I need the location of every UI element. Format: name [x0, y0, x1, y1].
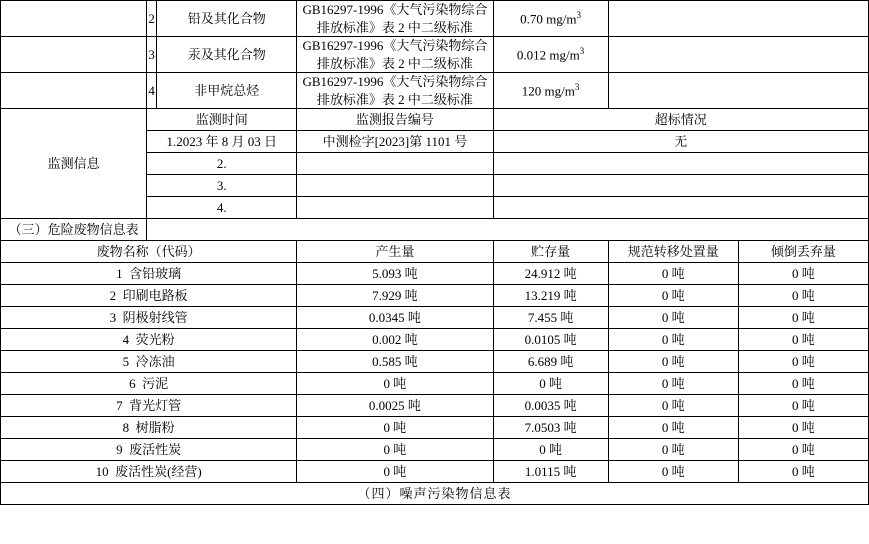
- table-row: [1, 307, 869, 329]
- pollutant-limit: [493, 73, 608, 109]
- hazard-waste-name: [1, 351, 297, 373]
- hazard-produced: 0.0345 吨: [297, 307, 493, 329]
- hazard-dumped: 0 吨: [738, 351, 868, 373]
- table-row: [1, 417, 869, 439]
- hazard-stored: 7.0503 吨: [493, 417, 608, 439]
- monitor-report-no: 中测检字[2023]第 1101 号: [297, 131, 493, 153]
- table-row: [1, 37, 869, 73]
- hazard-stored: 13.219 吨: [493, 285, 608, 307]
- pollutant-limit: [493, 37, 608, 73]
- hazard-waste-name: [1, 373, 297, 395]
- pollutant-index: 2: [147, 1, 157, 37]
- hazard-dumped: 0 吨: [738, 329, 868, 351]
- hazard-transferred-header: 规范转移处置量: [608, 241, 738, 263]
- hazard-name: 阴极射线管: [122, 310, 188, 325]
- hazard-produced: 0 吨: [297, 417, 493, 439]
- monitor-time: 1.2023 年 8 月 03 日: [147, 131, 297, 153]
- hazard-transferred: 0 吨: [608, 461, 738, 483]
- hazard-transferred: 0 吨: [608, 329, 738, 351]
- noise-section-title: （四）噪声污染物信息表: [1, 483, 869, 505]
- hazard-transferred: 0 吨: [608, 307, 738, 329]
- hazard-name: 背光灯管: [129, 398, 182, 413]
- monitor-time: 4.: [147, 197, 297, 219]
- hazard-transferred: 0 吨: [608, 439, 738, 461]
- limit-unit: mg/m: [546, 11, 577, 27]
- hazard-produced: 0.585 吨: [297, 351, 493, 373]
- table-row: [1, 263, 869, 285]
- pollutant-extra: [608, 1, 868, 37]
- table-row: [1, 373, 869, 395]
- monitor-exceed: [493, 175, 868, 197]
- standard-line-2: 排放标准》表 2 中二级标准: [316, 55, 473, 71]
- hazard-name: 印刷电路板: [122, 288, 188, 303]
- hazard-transferred: 0 吨: [608, 263, 738, 285]
- limit-unit-exponent: 3: [579, 46, 585, 57]
- hazard-name: 污泥: [142, 376, 169, 391]
- hazard-waste-name: [1, 329, 297, 351]
- hazard-transferred: 0 吨: [608, 395, 738, 417]
- pollutant-name: 非甲烷总烃: [157, 73, 297, 109]
- hazard-index: 9: [116, 442, 123, 457]
- hazard-dumped: 0 吨: [738, 285, 868, 307]
- hazard-name-header: 废物名称（代码）: [1, 241, 297, 263]
- hazard-index: 3: [109, 310, 117, 325]
- hazard-section-title: （三）危险废物信息表: [1, 219, 147, 241]
- hazard-dumped: 0 吨: [738, 461, 868, 483]
- hazard-name: 废活性炭: [129, 442, 182, 457]
- pollutant-index: 3: [147, 37, 157, 73]
- hazard-stored: 1.0115 吨: [493, 461, 608, 483]
- hazard-transferred: 0 吨: [608, 351, 738, 373]
- table-row: [1, 439, 869, 461]
- hazard-section-row: [1, 219, 869, 241]
- limit-value: 0.70: [520, 11, 543, 27]
- hazard-dumped: 0 吨: [738, 417, 868, 439]
- monitor-time-header: 监测时间: [147, 109, 297, 131]
- pollutant-limit: [493, 1, 608, 37]
- hazard-produced: 0 吨: [297, 373, 493, 395]
- limit-unit-exponent: 3: [576, 10, 582, 21]
- hazard-stored: 0.0105 吨: [493, 329, 608, 351]
- hazard-stored: 7.455 吨: [493, 307, 608, 329]
- monitor-report-no-header: 监测报告编号: [297, 109, 493, 131]
- monitor-exceed: [493, 197, 868, 219]
- hazard-waste-name: [1, 439, 297, 461]
- monitor-time: 2.: [147, 153, 297, 175]
- hazard-name: 冷冻油: [135, 354, 175, 369]
- hazard-index: 7: [116, 398, 123, 413]
- hazard-index: 5: [122, 354, 130, 369]
- hazard-produced: 0 吨: [297, 461, 493, 483]
- hazard-waste-name: [1, 395, 297, 417]
- hazard-produced: 0 吨: [297, 439, 493, 461]
- hazard-transferred: 0 吨: [608, 285, 738, 307]
- table-row: [1, 1, 869, 37]
- limit-unit: mg/m: [549, 47, 580, 63]
- hazard-index: 4: [122, 332, 130, 347]
- standard-line-1: GB16297-1996《大气污染物综合: [302, 38, 488, 54]
- hazard-stored: 0.0035 吨: [493, 395, 608, 417]
- pollutant-name: 汞及其化合物: [157, 37, 297, 73]
- hazard-index: 10: [95, 464, 109, 479]
- pollutant-extra: [608, 73, 868, 109]
- pollutant-standard: [297, 1, 493, 37]
- hazard-index: 2: [109, 288, 117, 303]
- monitor-report-no: [297, 175, 493, 197]
- standard-line-2: 排放标准》表 2 中二级标准: [316, 91, 473, 107]
- monitor-header-row: [1, 109, 869, 131]
- hazard-produced: 7.929 吨: [297, 285, 493, 307]
- hazard-waste-name: [1, 285, 297, 307]
- pollutant-standard: [297, 73, 493, 109]
- standard-line-1: GB16297-1996《大气污染物综合: [302, 74, 488, 90]
- hazard-waste-name: [1, 263, 297, 285]
- table-row: [1, 351, 869, 373]
- monitor-exceed-header: 超标情况: [493, 109, 868, 131]
- monitor-report-no: [297, 197, 493, 219]
- monitor-info-label: 监测信息: [1, 109, 147, 219]
- hazard-index: 8: [122, 420, 130, 435]
- hazard-stored: 0 吨: [493, 373, 608, 395]
- hazard-transferred: 0 吨: [608, 417, 738, 439]
- monitor-time: 3.: [147, 175, 297, 197]
- pollutant-name: 铅及其化合物: [157, 1, 297, 37]
- table-row: [1, 73, 869, 109]
- hazard-name: 废活性炭(经营): [115, 464, 202, 479]
- standard-line-1: GB16297-1996《大气污染物综合: [302, 2, 488, 17]
- hazard-dumped: 0 吨: [738, 263, 868, 285]
- table-row: [1, 461, 869, 483]
- hazard-dumped-header: 倾倒丢弃量: [738, 241, 868, 263]
- hazard-stored: 24.912 吨: [493, 263, 608, 285]
- hazard-dumped: 0 吨: [738, 395, 868, 417]
- hazard-transferred: 0 吨: [608, 373, 738, 395]
- hazard-dumped: 0 吨: [738, 307, 868, 329]
- limit-value: 0.012: [516, 47, 547, 63]
- empty-cell: [1, 37, 147, 73]
- pollutant-standard: [297, 37, 493, 73]
- hazard-header-row: [1, 241, 869, 263]
- monitor-report-no: [297, 153, 493, 175]
- hazard-produced: 0.002 吨: [297, 329, 493, 351]
- limit-unit-exponent: 3: [574, 82, 580, 93]
- empty-cell: [1, 73, 147, 109]
- hazard-stored: 6.689 吨: [493, 351, 608, 373]
- table-row: [1, 395, 869, 417]
- hazard-dumped: 0 吨: [738, 439, 868, 461]
- monitor-exceed: 无: [493, 131, 868, 153]
- hazard-waste-name: [1, 417, 297, 439]
- hazard-produced-header: 产生量: [297, 241, 493, 263]
- hazard-produced: 5.093 吨: [297, 263, 493, 285]
- hazard-index: 6: [129, 376, 136, 391]
- hazard-waste-name: [1, 307, 297, 329]
- pollutant-index: 4: [147, 73, 157, 109]
- hazard-dumped: 0 吨: [738, 373, 868, 395]
- table-row: [1, 285, 869, 307]
- hazard-index: 1: [116, 266, 123, 281]
- hazard-stored: 0 吨: [493, 439, 608, 461]
- hazard-waste-name: [1, 461, 297, 483]
- empty-cell: [147, 219, 869, 241]
- limit-unit: mg/m: [544, 83, 575, 99]
- limit-value: 120: [521, 83, 542, 99]
- hazard-produced: 0.0025 吨: [297, 395, 493, 417]
- hazard-stored-header: 贮存量: [493, 241, 608, 263]
- noise-section-row: [1, 483, 869, 505]
- hazard-name: 树脂粉: [135, 420, 175, 435]
- standard-line-2: 排放标准》表 2 中二级标准: [316, 19, 473, 35]
- pollutant-extra: [608, 37, 868, 73]
- empty-cell: [1, 1, 147, 37]
- hazard-name: 荧光粉: [135, 332, 175, 347]
- monitor-exceed: [493, 153, 868, 175]
- hazard-name: 含铅玻璃: [129, 266, 182, 281]
- table-row: [1, 329, 869, 351]
